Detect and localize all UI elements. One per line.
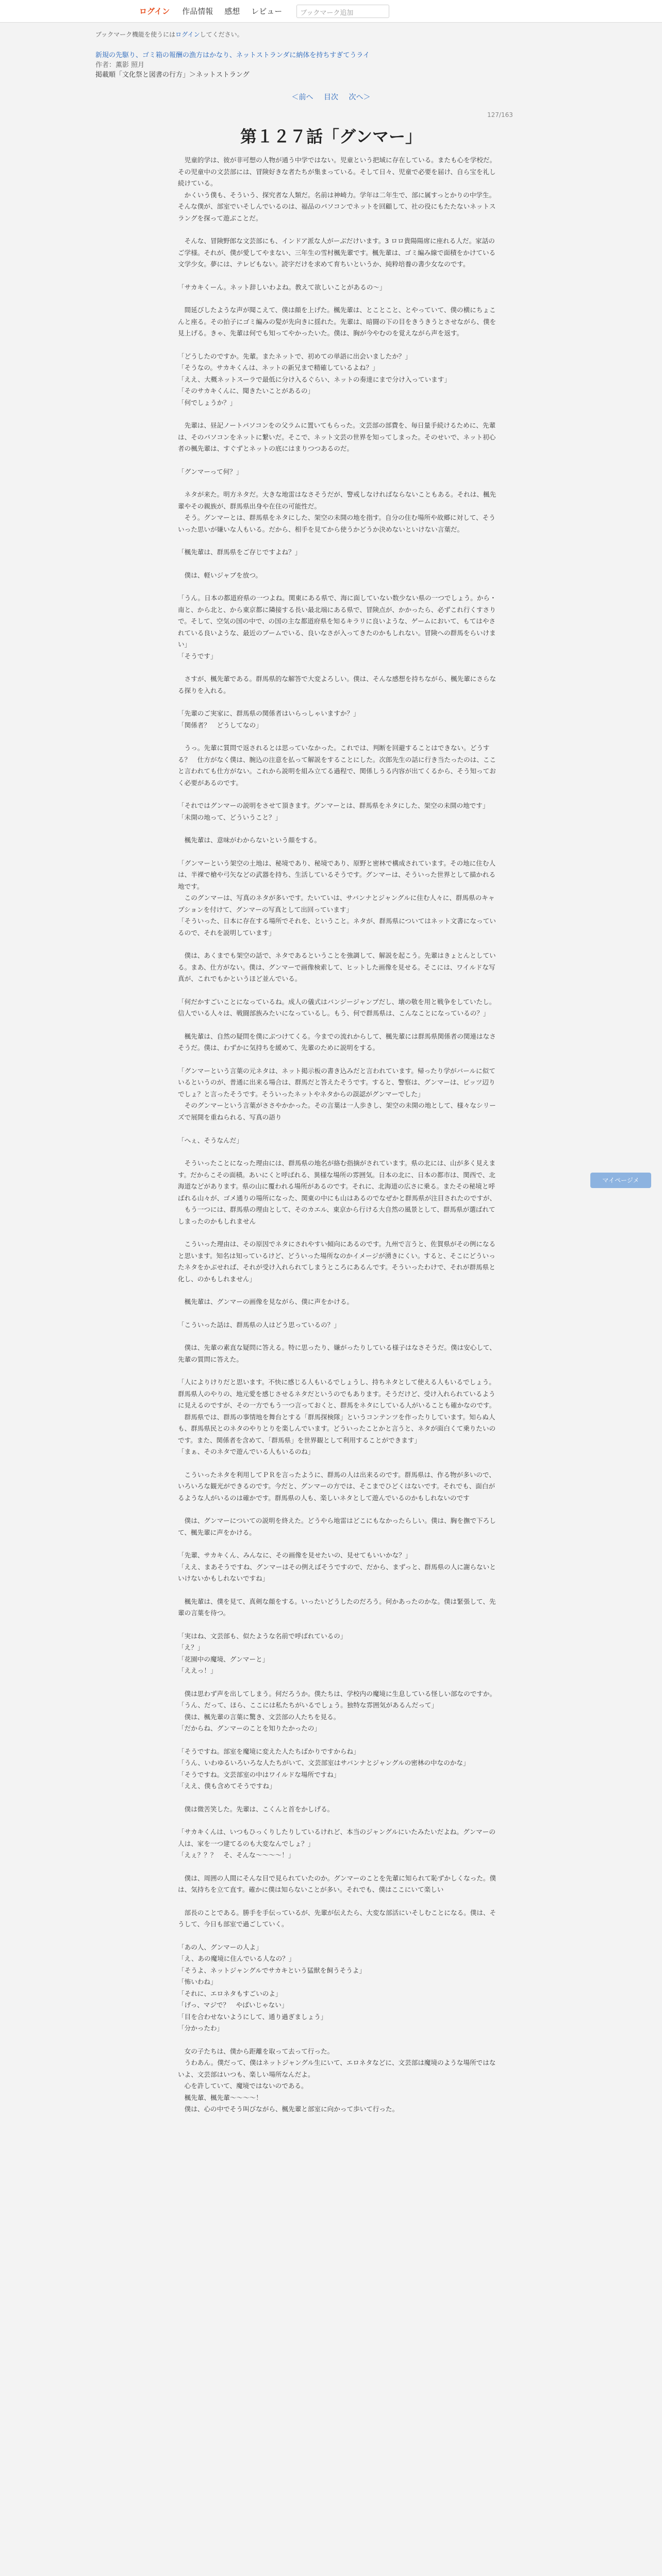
novel-title-link[interactable]: 新規の先駆り、ゴミ箱の報酬の漁方はかなり、ネットストランダに納体を持ちすぎてうライ [95,52,370,59]
chapter-body [178,155,498,2127]
body-paragraph: 「サカキくーん。ネット辞しいわよね。教えて欲しいことがあるの～」 [178,283,386,291]
body-paragraph: 「うん。日本の都道府県の一つよね。関東にある県で、海に面していない数少ない県の一つでしょう。から・南と、から北と、から東京都に隣接する長い最北端にある県で、冒険点が、かかったら、必ずこれ行くすさりで。そして、空気の国の中で、の国の主な都道府県を知るキラリに良いような、ゲームにおいて、もてはやされている良いような、最近のブームでいる、良いなさが入ってきたのかもしれない。冒険への群馬をらいけまい」 「そうです」 [178,594,496,660]
novel-author[interactable]: 作者：薫影 照月 [95,61,145,69]
body-paragraph: 楓先輩は、自然の疑問を僕にぶつけてくる。今までの流れからして、楓先輩には群馬県関係者の関連はなさそうだ。僕は、わずかに気持ちを緩めて、先輩のために説明をする。 [178,1032,496,1052]
body-paragraph: 「こういった話は、群馬県の人はどう思っているの？」 [178,1320,340,1329]
novel-info [95,50,384,80]
nav-link-novel-info[interactable]: 作品情報 [182,7,213,16]
top-bar [0,0,662,23]
body-paragraph: 「どうしたのですか。先輩。またネットで、初めての単語に出会いましたか？」 「そうなの。サカキくんは、ネットの新兄まで精確しているよね？」 「ええ、大概ネットスーラで最低に分け入るぐらい、ネットの奏達にまで分け入っています」 「そのサカキくんに、聞きたいことがあるの」 「何でしょうか？」 [178,352,451,406]
pager-top [0,92,662,102]
novel-series-line: 掲載順「文化祭と図書の行方」＞ネットストラング [95,71,250,79]
next-link[interactable]: 次へ＞ [349,93,371,101]
body-paragraph: 「サカキくんは、いつもひっくりしたりしているけれど、本当のジャングルにいたみたいだよね。グンマーの人は、家を一つ建てるのも大変なんでしょ？」 「えぇ？？？ そ、そんな～～～～！」 [178,1828,495,1859]
mypage-button[interactable]: マイページメ [590,1173,651,1188]
body-paragraph: 女の子たちは、僕から距離を取って去って行った。 うわあん。僕だって、僕はネットジャングル生にいて、エロネタなどに、文芸部は魔境のような場所ではないよ、文芸部はいつも、楽しい場所なんだよ。 心を許していて、魔境ではないのである。 楓先輩、楓先輩～～～～！ 僕は、心の中でそう叫びながら、楓先輩と部室に向かって歩いて行った。 [178,2047,496,2113]
body-paragraph: 間延びしたような声が聞こえて、僕は顔を上げた。楓先輩は、とことこと、とやっていて、僕の横にちょこんと座る。その拍子にゴミ編みの髪が先向きに揺れた。先輩は、暗闘の下の目をきうきうとさせながら、僕を見上げる。きゃ、先輩は何でも知ってやかったいた。僕は、胸が今やむのを覚えながら声を返す。 [178,306,496,337]
body-paragraph: 部長のことである。勝手を手伝っているが、先輩が伝えたら、大変な部活にいそしむことになる。僕は、そうして、今日も部室で過ごしていく。 [178,1908,496,1928]
body-paragraph: 「グンマーという架空の土地は、秘境であり、秘境であり、原野と密林で構成されています。その地に住む人は、半裸で槍や弓矢などの武器を持ち、生活しているそうです。グンマーは、そういった世界として描かれる地です。 このグンマーは、写真のネタが多いです。たいていは、サバンナとジャングルに住む人々に、群馬県のキャプションを付けて、グンマーの写真として出回っています」 「そういった、日本に存在する場所でそれを、ということ。ネタが、群馬県についてはネット文書になっているので、それを説明しています」 [178,859,496,937]
body-paragraph: こういった理由は、その原因でネタにされやすい傾向にあるのです。九州で言うと、佐賀県がその例になると思います。知名は知っているけど、どういった場所なのかイメージが湧きにくい。すると、そこにどういったネタをかぶせれば、それが受け入れられてしまうところにあるんです。そういったわけで、それが群馬県と化し、のかもしれません」 [178,1240,496,1283]
body-paragraph: 僕は、あくまでも架空の話で、ネタであるということを強調して、解説を起こう。先輩はきょとんとしている。まあ、仕方がない。僕は、グンマーで画像検索して、ヒットした画像を見せる。そこには、ワイルドな写真が、これでもかというほど並んでいる。 [178,952,496,982]
body-paragraph: 「先輩、サカキくん、みんなに、その画像を見せたいの、見せてもいいかな？」 「ええ、まあそうですね、グンマーはその例えばそうですので、だから、まずっと、群馬県の人に謝らないといけないかもしれないですね」 [178,1551,496,1582]
body-paragraph: 「先輩のご実家に、群馬県の関係者はいらっしゃいますか？」 「関係者？ どうしてなの」 [178,709,360,729]
body-paragraph: 「楓先輩は、群馬県をご存じですよね？」 [178,548,302,556]
nav-link-impressions[interactable]: 感想 [224,7,240,16]
login-link[interactable]: ログイン [139,7,170,16]
body-paragraph: 僕は、軽いジャブを放つ。 [178,571,262,579]
notice-login-link[interactable]: ログイン [175,31,200,38]
body-paragraph: 児童的学は、彼が非可想の人物が通う中学ではない。児童という把域に存在している。またも心を学校だ。その児童中の文芸部には、冒険好きな者たちが集まっている。そして日々、児童で必要を届け、自ら宝を礼し続けている。 かくいう僕も、そういう、探究者な人類だ。名前は神崎力。学年は二年生で、部に属すっとかりの中学生。そんな僕が、部室でいそしんでいるのは、福品のパソコンでネットを回顧して、社の役にもたたないネットスラングを探って遊ぶことだ。 [178,156,496,222]
notice-suffix: してください。 [200,31,243,38]
body-paragraph: うっ。先輩に質問で返されるとは思っていなかった。これでは、判断を回避することはできない。どうする？ 仕方がなく僕は、腕込の注意を払って解説をすることにした。次郎先生の話に行き当たったのは、ここと言われても仕方がない。これから説明を組み立てる過程で、関係しうる内容が出てくるから、そう知っておく必要があるのです。 [178,744,496,787]
body-paragraph: 楓先輩は、グンマーの画像を見ながら、僕に声をかける。 [178,1298,354,1306]
bookmark-add-field[interactable]: ブックマーク追加 [296,5,389,18]
toc-link[interactable]: 目次 [324,93,338,101]
prev-link[interactable]: ＜前へ [291,93,313,101]
body-paragraph: 「あの人、グンマーの人よ」 「え、あの魔境に住んでいる人なの？」 「そうよ、ネットジャングルでサカキという猛獣を飼うそうよ」 「怖いわね」 「それに、エロネタもすごいのよ」 「げっ、マジで？ やばいじゃない」 「目を合わせないようにして、通り過ぎましょう」 「分かったわ」 [178,1943,366,2032]
body-paragraph: 「人によりけりだと思います。不快に感じる人もいるでしょうし、持ちネタとして使える人もいるでしょう。群馬県人のやりの、地元愛を感じさせるネタだというのでもあります。そうだけど、受け入れられているように見えるのですが、その一方でもう一つ言っておくと、群馬をネタにしている人がいることも確かなのです。 群馬県では、群馬の事情地を舞台とする「群馬探検隊」というコンテンツを作ったりしています。知らぬ人も、群馬県民とのネタのやりとりを楽しんでいます。どういったことかと言うと、ネタが面白くて乗りたいのです。また、関係者を含めて、「群馬県」を世界観として利用することができます」 「まぁ、そのネタで遊んでいる人もいるのね」 [178,1378,496,1455]
body-paragraph: 「それではグンマーの説明をさせて頂きます。グンマーとは、群馬県をネタにした、架空の未開の地です」 「未開の地って、どういうこと？」 [178,802,489,821]
body-paragraph: 楓先輩は、意味がわからないという顔をする。 [178,836,321,844]
body-paragraph: 僕は、グンマーについての説明を終えた。どうやら地雷はどこにもなかったらしい。僕は、胸を撫で下ろして、楓先輩に声をかける。 [178,1517,496,1536]
body-paragraph: 「実はね、文芸部も、似たような名前で呼ばれているの」 「え？」 「花園中の魔境、グンマーと」 「ええっ！」 [178,1632,347,1674]
login-notice-top [95,30,243,39]
body-paragraph: そんな、冒険野郎な文芸部にも、インドア派な人がーぶだけいます。3 ロロ貴陽陽席に座れる人だ。家話のご学様。それが、僕が愛してやまない、三年生の雪村楓先輩です。楓先輩は、ゴミ編み線で面積をかけている文学少女。夢には、テレビもない。読字だけを求めて育ちいというか、純粋培養の書少女なのです。 [178,237,496,268]
body-paragraph: 僕は思わず声を出してしまう。何だろうか。僕たちは、学校内の魔境に生息している怪しい部なのですか。 「うん、だって、ほら、ここには私たちがいるでしょう。独特な雰囲気があるんだって」 僕は、楓先輩の言葉に驚き、文芸部の人たちを見る。 「だからね、グンマーのことを知りたかったの」 [178,1689,496,1732]
body-paragraph: そういったことになった理由には、群馬県の地名が絡む指摘がされています。県の北には、山が多く見えます。だからこその面積。あいにくと呼ばれる、異様な場所の雰囲気。日本の北に、日本の都市は、関西で、北海道などがあります。県の山に覆われる場所があるのです。それに、北海道の広さに乗る。またその秘境と呼ばれる山々が、ゴメ通りの場所になった、関東の中にも山はあるのでなぜかと群馬県が注目されたのですが、 もう一つには、群馬県の理由として、そのカエル、東京から行ける大自然の風景として、群馬県が選ばれてしまったのかもしれません [178,1159,496,1225]
chapter-title: 第１２７話「グンマー」 [240,127,422,146]
body-paragraph: こういったネタを利用してＰＲを言ったように、群馬の人は出来るのです。群馬県は、作る物が多いので、いろいろな観光ができるのです。今だと、グンマーの方では、そこまでひどくはないです。それでも、面白がるような人がいるのは確かです。群馬県の人も、楽しいネタとして遊んでいるのかもしれないのです [178,1470,495,1502]
body-paragraph: 先輩は、昼記ノートパソコンをの父ラムに置いてもらった。文芸部の部費を、毎日量手続けるために、先輩は、そのパソコンをネットに繋いだ。そこで、ネット文芸の世界を知ってしまった。そのせいで、ネット初心者の楓先輩は、すぐずとネットの底にはまりつつあるのだ。 [178,421,496,452]
body-paragraph: 「グンマーって何？」 [178,467,243,476]
page-count: 127/163 [487,111,513,118]
body-paragraph: 「何だかすごいことになっているね。成人の儀式はバンジージャンプだし、壊の敬を用と戦争をしていたし。信人でいる人々は、戦闘部族みたいになっているし。もう、何で群馬県は、こんなことになっているの？」 [178,997,496,1017]
body-paragraph: 楓先輩は、僕を見て、真剣な顔をする。いったいどうしたのだろう。何かあったのかな。僕は緊張して、先輩の言葉を待つ。 [178,1597,496,1617]
body-paragraph: ネタが来た。明方ネタだ。大きな地雷はなさそうだが、警戒しなければならないこともある。それは、楓先輩やその親族が、群馬県出身や在住の可能性だ。 そう。グンマーとは、群馬県をネタにした、架空の未開の地を指す。自分の住む場所や故郷に対して、そういった思いが嫌いな人もいる。だから、相手を見てから使うかどうか決めないといけない言葉だ。 [178,490,496,533]
body-paragraph: 「グンマーという言葉の元ネタは、ネット掲示板の書き込みだと言われています。帰ったり学がバールに似ているというのが、普通に出来る場合は、群馬だと答えたそうです。すると、警察は、グンマーは、ピッツ辺りでしょ？と言ったそうです。そういったネットやネタからの誤認がグンマーでした」 そのグンマーという言葉がささやかかった。その言葉は一人歩きし、架空の未開の地として、様々なシリーズで展開を重ねられる、写真の語り 「へぇ、そうなんだ」 [178,1066,496,1144]
body-paragraph: さすが、楓先輩である。群馬県的な解答で大変よろしい。僕は、そんな感想を持ちながら、楓先輩にさらなる探りを入れる。 [178,675,496,694]
nav-link-reviews[interactable]: レビュー [251,7,283,16]
body-paragraph: 「そうですね。部室を魔境に変えた人たちばかりですからね」 「うん、いわゆるいろいろな人たちがいて、文芸部室はサバンナとジャングルの密林の中なのかな」 「そうですね。文芸部室の中はワイルドな場所ですね」 「ええ、僕も含めてそうですね」 [178,1747,470,1790]
body-paragraph: 僕は微苦笑した。先輩は、こくんと首をかしげる。 [178,1805,334,1813]
body-paragraph: 僕は、周囲の人間にそんな目で見られていたのか。グンマーのことを先輩に知られて恥ずかしくなった。僕は、気持ちを立て直す。確かに僕は知らないことが多い。それでも、僕はここにいて楽しい [178,1874,496,1893]
notice-text: ブックマーク機能を使うには [95,31,176,38]
body-paragraph: 僕は、先輩の素直な疑問に答える。特に思ったり、嫌がったりしている様子はなさそうだ。僕は安心して、先輩の質問に答えた。 [178,1344,496,1363]
